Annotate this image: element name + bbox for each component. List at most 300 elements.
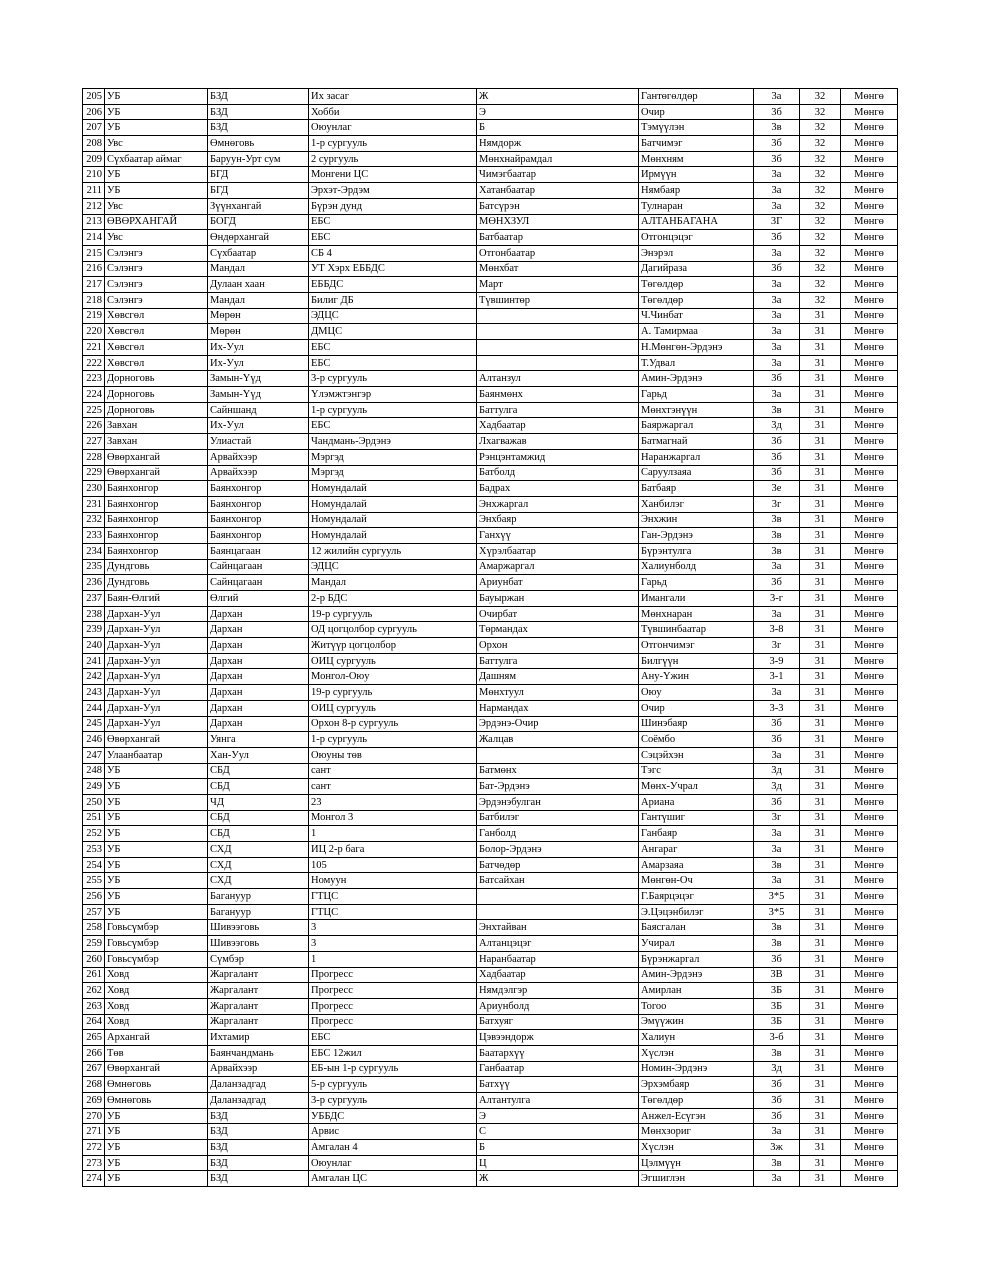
school-cell: Мандал — [309, 575, 477, 591]
score-cell: 31 — [800, 747, 841, 763]
aimag-cell: Дорноговь — [105, 402, 208, 418]
teacher-cell: Батсайхан — [477, 873, 639, 889]
medal-cell: Мөнгө — [841, 889, 898, 905]
class-cell: 3в — [754, 857, 800, 873]
table-row — [83, 1061, 898, 1077]
medal-cell: Мөнгө — [841, 763, 898, 779]
sum-district-cell: Замын-Үүд — [208, 387, 309, 403]
teacher-cell: Мөнхбат — [477, 261, 639, 277]
class-cell: 3в — [754, 543, 800, 559]
class-cell: 3д — [754, 763, 800, 779]
medal-cell: Мөнгө — [841, 685, 898, 701]
school-cell: 2-р БДС — [309, 591, 477, 607]
medal-cell: Мөнгө — [841, 1171, 898, 1187]
sum-district-cell: Их-Уул — [208, 418, 309, 434]
aimag-cell: Ховд — [105, 1014, 208, 1030]
aimag-cell: УБ — [105, 89, 208, 105]
school-cell: Прогресс — [309, 1014, 477, 1030]
student-cell: Энэрэл — [639, 245, 754, 261]
teacher-cell: С — [477, 1124, 639, 1140]
student-cell: Очир — [639, 104, 754, 120]
row-number-cell: 247 — [83, 747, 105, 763]
school-cell: Эрхэт-Эрдэм — [309, 183, 477, 199]
student-cell: Ч.Чинбат — [639, 308, 754, 324]
row-number-cell: 249 — [83, 779, 105, 795]
table-row — [83, 1045, 898, 1061]
class-cell: 3а — [754, 842, 800, 858]
aimag-cell: Сүхбаатар аймаг — [105, 151, 208, 167]
student-cell: Батмагнай — [639, 434, 754, 450]
sum-district-cell: Улиастай — [208, 434, 309, 450]
student-cell: Бүрэнтулга — [639, 543, 754, 559]
aimag-cell: Завхан — [105, 434, 208, 450]
score-cell: 31 — [800, 559, 841, 575]
class-cell: 3*5 — [754, 889, 800, 905]
sum-district-cell: Даланзадгад — [208, 1093, 309, 1109]
class-cell: 3б — [754, 371, 800, 387]
sum-district-cell: Шивээговь — [208, 920, 309, 936]
table-row — [83, 779, 898, 795]
aimag-cell: Сэлэнгэ — [105, 245, 208, 261]
teacher-cell: Б — [477, 1140, 639, 1156]
teacher-cell: Дашням — [477, 669, 639, 685]
row-number-cell: 241 — [83, 653, 105, 669]
student-cell: Төгөлдөр — [639, 277, 754, 293]
school-cell: Номундалай — [309, 481, 477, 497]
class-cell: 3в — [754, 528, 800, 544]
medal-cell: Мөнгө — [841, 747, 898, 763]
teacher-cell: Хадбаатар — [477, 967, 639, 983]
school-cell: 5-р сургууль — [309, 1077, 477, 1093]
row-number-cell: 230 — [83, 481, 105, 497]
student-cell: Ханбилэг — [639, 496, 754, 512]
score-cell: 32 — [800, 151, 841, 167]
medal-cell: Мөнгө — [841, 543, 898, 559]
teacher-cell: Ж — [477, 89, 639, 105]
medal-cell: Мөнгө — [841, 277, 898, 293]
sum-district-cell: Дархан — [208, 716, 309, 732]
table-row — [83, 104, 898, 120]
aimag-cell: Ховд — [105, 998, 208, 1014]
medal-cell: Мөнгө — [841, 653, 898, 669]
aimag-cell: Увс — [105, 230, 208, 246]
medal-cell: Мөнгө — [841, 1045, 898, 1061]
teacher-cell: Алтантулга — [477, 1093, 639, 1109]
teacher-cell: Батхуяг — [477, 1014, 639, 1030]
school-cell: Монгол-Оюу — [309, 669, 477, 685]
school-cell: 19-р сургууль — [309, 606, 477, 622]
row-number-cell: 211 — [83, 183, 105, 199]
class-cell: 3г — [754, 496, 800, 512]
table-row — [83, 183, 898, 199]
aimag-cell: Дархан-Уул — [105, 685, 208, 701]
table-row — [83, 198, 898, 214]
score-cell: 31 — [800, 983, 841, 999]
class-cell: 3в — [754, 1045, 800, 1061]
sum-district-cell: Жаргалант — [208, 998, 309, 1014]
aimag-cell: УБ — [105, 1171, 208, 1187]
table-row — [83, 465, 898, 481]
teacher-cell — [477, 308, 639, 324]
teacher-cell: Жалцав — [477, 732, 639, 748]
sum-district-cell: Дархан — [208, 622, 309, 638]
row-number-cell: 259 — [83, 936, 105, 952]
sum-district-cell: БЗД — [208, 1108, 309, 1124]
school-cell: 1-р сургууль — [309, 402, 477, 418]
table-row — [83, 120, 898, 136]
student-cell: Цэлмүүн — [639, 1155, 754, 1171]
teacher-cell: Март — [477, 277, 639, 293]
table-row — [83, 669, 898, 685]
medal-cell: Мөнгө — [841, 120, 898, 136]
score-cell: 31 — [800, 638, 841, 654]
row-number-cell: 252 — [83, 826, 105, 842]
class-cell: 3а — [754, 559, 800, 575]
teacher-cell: Хатанбаатар — [477, 183, 639, 199]
teacher-cell: Алтанзул — [477, 371, 639, 387]
class-cell: 3в — [754, 920, 800, 936]
aimag-cell: УБ — [105, 120, 208, 136]
score-cell: 31 — [800, 308, 841, 324]
aimag-cell: Өвөрхангай — [105, 1061, 208, 1077]
row-number-cell: 271 — [83, 1124, 105, 1140]
class-cell: 3г — [754, 638, 800, 654]
teacher-cell — [477, 889, 639, 905]
school-cell: Монгол 3 — [309, 810, 477, 826]
table-row — [83, 638, 898, 654]
student-cell: Энхжин — [639, 512, 754, 528]
student-cell: Мөнхтэнүүн — [639, 402, 754, 418]
score-cell: 31 — [800, 591, 841, 607]
class-cell: 3а — [754, 324, 800, 340]
teacher-cell: Б — [477, 120, 639, 136]
aimag-cell: УБ — [105, 889, 208, 905]
aimag-cell: Улаанбаатар — [105, 747, 208, 763]
medal-cell: Мөнгө — [841, 89, 898, 105]
row-number-cell: 262 — [83, 983, 105, 999]
aimag-cell: Баянхонгор — [105, 512, 208, 528]
table-row — [83, 951, 898, 967]
row-number-cell: 216 — [83, 261, 105, 277]
class-cell: 3-г — [754, 591, 800, 607]
table-row — [83, 1030, 898, 1046]
table-row — [83, 324, 898, 340]
teacher-cell: Отгонбаатар — [477, 245, 639, 261]
class-cell: 3-б — [754, 1030, 800, 1046]
medal-cell: Мөнгө — [841, 387, 898, 403]
medal-cell: Мөнгө — [841, 920, 898, 936]
teacher-cell: Э — [477, 104, 639, 120]
score-cell: 31 — [800, 606, 841, 622]
score-cell: 32 — [800, 89, 841, 105]
school-cell: 23 — [309, 794, 477, 810]
score-cell: 31 — [800, 951, 841, 967]
sum-district-cell: Дархан — [208, 685, 309, 701]
score-cell: 31 — [800, 1061, 841, 1077]
teacher-cell: Ганбаатар — [477, 1061, 639, 1077]
medal-cell: Мөнгө — [841, 967, 898, 983]
teacher-cell: Ариунбат — [477, 575, 639, 591]
row-number-cell: 255 — [83, 873, 105, 889]
teacher-cell: Ганхүү — [477, 528, 639, 544]
sum-district-cell: Мандал — [208, 261, 309, 277]
student-cell: Хүслэн — [639, 1140, 754, 1156]
student-cell: Амарзаяа — [639, 857, 754, 873]
aimag-cell: Дорноговь — [105, 387, 208, 403]
row-number-cell: 234 — [83, 543, 105, 559]
sum-district-cell: Дархан — [208, 653, 309, 669]
aimag-cell: УБ — [105, 904, 208, 920]
school-cell: сант — [309, 779, 477, 795]
student-cell: Ган-Эрдэнэ — [639, 528, 754, 544]
student-cell: Бүрэнжаргал — [639, 951, 754, 967]
table-row — [83, 512, 898, 528]
table-row — [83, 387, 898, 403]
row-number-cell: 265 — [83, 1030, 105, 1046]
teacher-cell: Хүрэлбаатар — [477, 543, 639, 559]
student-cell: Г.Баярцэцэг — [639, 889, 754, 905]
sum-district-cell: Сүхбаатар — [208, 245, 309, 261]
sum-district-cell: Замын-Үүд — [208, 371, 309, 387]
aimag-cell: Баянхонгор — [105, 496, 208, 512]
aimag-cell: Өмнөговь — [105, 1077, 208, 1093]
medal-cell: Мөнгө — [841, 528, 898, 544]
row-number-cell: 233 — [83, 528, 105, 544]
student-cell: Оюу — [639, 685, 754, 701]
aimag-cell: Хөвсгөл — [105, 324, 208, 340]
score-cell: 31 — [800, 434, 841, 450]
teacher-cell: Алтанцэцэг — [477, 936, 639, 952]
student-cell: Тулнаран — [639, 198, 754, 214]
school-cell: Чандмань-Эрдэнэ — [309, 434, 477, 450]
score-cell: 31 — [800, 920, 841, 936]
table-row — [83, 371, 898, 387]
row-number-cell: 251 — [83, 810, 105, 826]
aimag-cell: УБ — [105, 167, 208, 183]
table-row — [83, 826, 898, 842]
table-row — [83, 920, 898, 936]
class-cell: 3в — [754, 512, 800, 528]
school-cell: сант — [309, 763, 477, 779]
medal-cell: Мөнгө — [841, 167, 898, 183]
row-number-cell: 228 — [83, 449, 105, 465]
class-cell: 3в — [754, 936, 800, 952]
student-cell: Баяржаргал — [639, 418, 754, 434]
medal-cell: Мөнгө — [841, 669, 898, 685]
aimag-cell: Дархан-Уул — [105, 622, 208, 638]
aimag-cell: УБ — [105, 842, 208, 858]
row-number-cell: 236 — [83, 575, 105, 591]
class-cell: 3Г — [754, 214, 800, 230]
medal-cell: Мөнгө — [841, 465, 898, 481]
class-cell: 3В — [754, 967, 800, 983]
teacher-cell: Бат-Эрдэнэ — [477, 779, 639, 795]
aimag-cell: Баянхонгор — [105, 528, 208, 544]
class-cell: 3ж — [754, 1140, 800, 1156]
aimag-cell: УБ — [105, 857, 208, 873]
row-number-cell: 274 — [83, 1171, 105, 1187]
row-number-cell: 269 — [83, 1093, 105, 1109]
medal-cell: Мөнгө — [841, 591, 898, 607]
score-cell: 32 — [800, 292, 841, 308]
teacher-cell — [477, 340, 639, 356]
score-cell: 31 — [800, 371, 841, 387]
aimag-cell: Баянхонгор — [105, 481, 208, 497]
medal-cell: Мөнгө — [841, 606, 898, 622]
sum-district-cell: ЧД — [208, 794, 309, 810]
school-cell: ОИЦ сургууль — [309, 700, 477, 716]
teacher-cell: Эрдэнэ-Очир — [477, 716, 639, 732]
medal-cell: Мөнгө — [841, 1124, 898, 1140]
class-cell: 3-3 — [754, 700, 800, 716]
row-number-cell: 225 — [83, 402, 105, 418]
student-cell: Эрхэмбаяр — [639, 1077, 754, 1093]
student-cell: Анжел-Есүгэн — [639, 1108, 754, 1124]
student-cell: Төгөлдөр — [639, 292, 754, 308]
sum-district-cell: Дархан — [208, 638, 309, 654]
student-cell: Амирлан — [639, 983, 754, 999]
student-cell: Очир — [639, 700, 754, 716]
school-cell: ЕБС — [309, 355, 477, 371]
row-number-cell: 206 — [83, 104, 105, 120]
score-cell: 31 — [800, 857, 841, 873]
score-cell: 32 — [800, 104, 841, 120]
medal-cell: Мөнгө — [841, 622, 898, 638]
school-cell: Прогресс — [309, 998, 477, 1014]
sum-district-cell: Сайнцагаан — [208, 559, 309, 575]
school-cell: Оюунлаг — [309, 1155, 477, 1171]
score-cell: 32 — [800, 183, 841, 199]
class-cell: 3а — [754, 1124, 800, 1140]
student-cell: Ангараг — [639, 842, 754, 858]
teacher-cell: Эрдэнэбулган — [477, 794, 639, 810]
row-number-cell: 205 — [83, 89, 105, 105]
table-row — [83, 214, 898, 230]
class-cell: 3-8 — [754, 622, 800, 638]
sum-district-cell: Дархан — [208, 669, 309, 685]
table-row — [83, 308, 898, 324]
school-cell: Хобби — [309, 104, 477, 120]
aimag-cell: ӨВӨРХАНГАЙ — [105, 214, 208, 230]
school-cell: Амгалан 4 — [309, 1140, 477, 1156]
school-cell: Номундалай — [309, 528, 477, 544]
student-cell: Мөнгөн-Оч — [639, 873, 754, 889]
student-cell: АЛТАНБАГАНА — [639, 214, 754, 230]
row-number-cell: 245 — [83, 716, 105, 732]
class-cell: 3а — [754, 355, 800, 371]
score-cell: 31 — [800, 1108, 841, 1124]
class-cell: 3-1 — [754, 669, 800, 685]
student-cell: Тэгс — [639, 763, 754, 779]
row-number-cell: 270 — [83, 1108, 105, 1124]
score-cell: 31 — [800, 1077, 841, 1093]
sum-district-cell: БЗД — [208, 1155, 309, 1171]
school-cell: 3-р сургууль — [309, 371, 477, 387]
row-number-cell: 226 — [83, 418, 105, 434]
student-cell: Нямбаяр — [639, 183, 754, 199]
class-cell: 3а — [754, 167, 800, 183]
medal-cell: Мөнгө — [841, 136, 898, 152]
medal-cell: Мөнгө — [841, 496, 898, 512]
aimag-cell: Өмнөговь — [105, 1093, 208, 1109]
teacher-cell — [477, 324, 639, 340]
aimag-cell: УБ — [105, 104, 208, 120]
school-cell: ОИЦ сургууль — [309, 653, 477, 669]
teacher-cell — [477, 355, 639, 371]
school-cell: 19-р сургууль — [309, 685, 477, 701]
student-cell: Халиунболд — [639, 559, 754, 575]
sum-district-cell: Баянчандмань — [208, 1045, 309, 1061]
school-cell: ЕБС — [309, 230, 477, 246]
medal-cell: Мөнгө — [841, 779, 898, 795]
row-number-cell: 254 — [83, 857, 105, 873]
class-cell: 3а — [754, 747, 800, 763]
medal-cell: Мөнгө — [841, 1030, 898, 1046]
sum-district-cell: Сүмбэр — [208, 951, 309, 967]
class-cell: 3б — [754, 951, 800, 967]
sum-district-cell: СБД — [208, 763, 309, 779]
sum-district-cell: Өмнөговь — [208, 136, 309, 152]
aimag-cell: Дархан-Уул — [105, 669, 208, 685]
sum-district-cell: Их-Уул — [208, 340, 309, 356]
table-row — [83, 543, 898, 559]
table-row — [83, 904, 898, 920]
score-cell: 32 — [800, 198, 841, 214]
class-cell: 3в — [754, 1155, 800, 1171]
medal-cell: Мөнгө — [841, 936, 898, 952]
sum-district-cell: Өндөрхангай — [208, 230, 309, 246]
medal-cell: Мөнгө — [841, 857, 898, 873]
score-cell: 31 — [800, 653, 841, 669]
class-cell: 3в — [754, 120, 800, 136]
table-row — [83, 1171, 898, 1187]
sum-district-cell: Дулаан хаан — [208, 277, 309, 293]
student-cell: Гантүшиг — [639, 810, 754, 826]
row-number-cell: 219 — [83, 308, 105, 324]
table-row — [83, 151, 898, 167]
score-cell: 31 — [800, 1093, 841, 1109]
teacher-cell — [477, 747, 639, 763]
row-number-cell: 248 — [83, 763, 105, 779]
table-row — [83, 1124, 898, 1140]
table-row — [83, 1077, 898, 1093]
aimag-cell: УБ — [105, 794, 208, 810]
score-cell: 31 — [800, 481, 841, 497]
medal-cell: Мөнгө — [841, 355, 898, 371]
teacher-cell: Рэнцэнтамжид — [477, 449, 639, 465]
table-row — [83, 1155, 898, 1171]
aimag-cell: Завхан — [105, 418, 208, 434]
teacher-cell: Амаржаргал — [477, 559, 639, 575]
class-cell: 3б — [754, 136, 800, 152]
student-cell: Гарьд — [639, 575, 754, 591]
teacher-cell: Батболд — [477, 465, 639, 481]
score-cell: 31 — [800, 967, 841, 983]
student-cell: А. Тамирмаа — [639, 324, 754, 340]
score-cell: 31 — [800, 810, 841, 826]
sum-district-cell: БЗД — [208, 1124, 309, 1140]
student-cell: Батчимэг — [639, 136, 754, 152]
score-cell: 31 — [800, 418, 841, 434]
school-cell: 3 — [309, 936, 477, 952]
school-cell: Монгени ЦС — [309, 167, 477, 183]
teacher-cell: Бауыржан — [477, 591, 639, 607]
school-cell: ИЦ 2-р бага — [309, 842, 477, 858]
medal-cell: Мөнгө — [841, 873, 898, 889]
table-row — [83, 873, 898, 889]
class-cell: 3г — [754, 810, 800, 826]
row-number-cell: 258 — [83, 920, 105, 936]
